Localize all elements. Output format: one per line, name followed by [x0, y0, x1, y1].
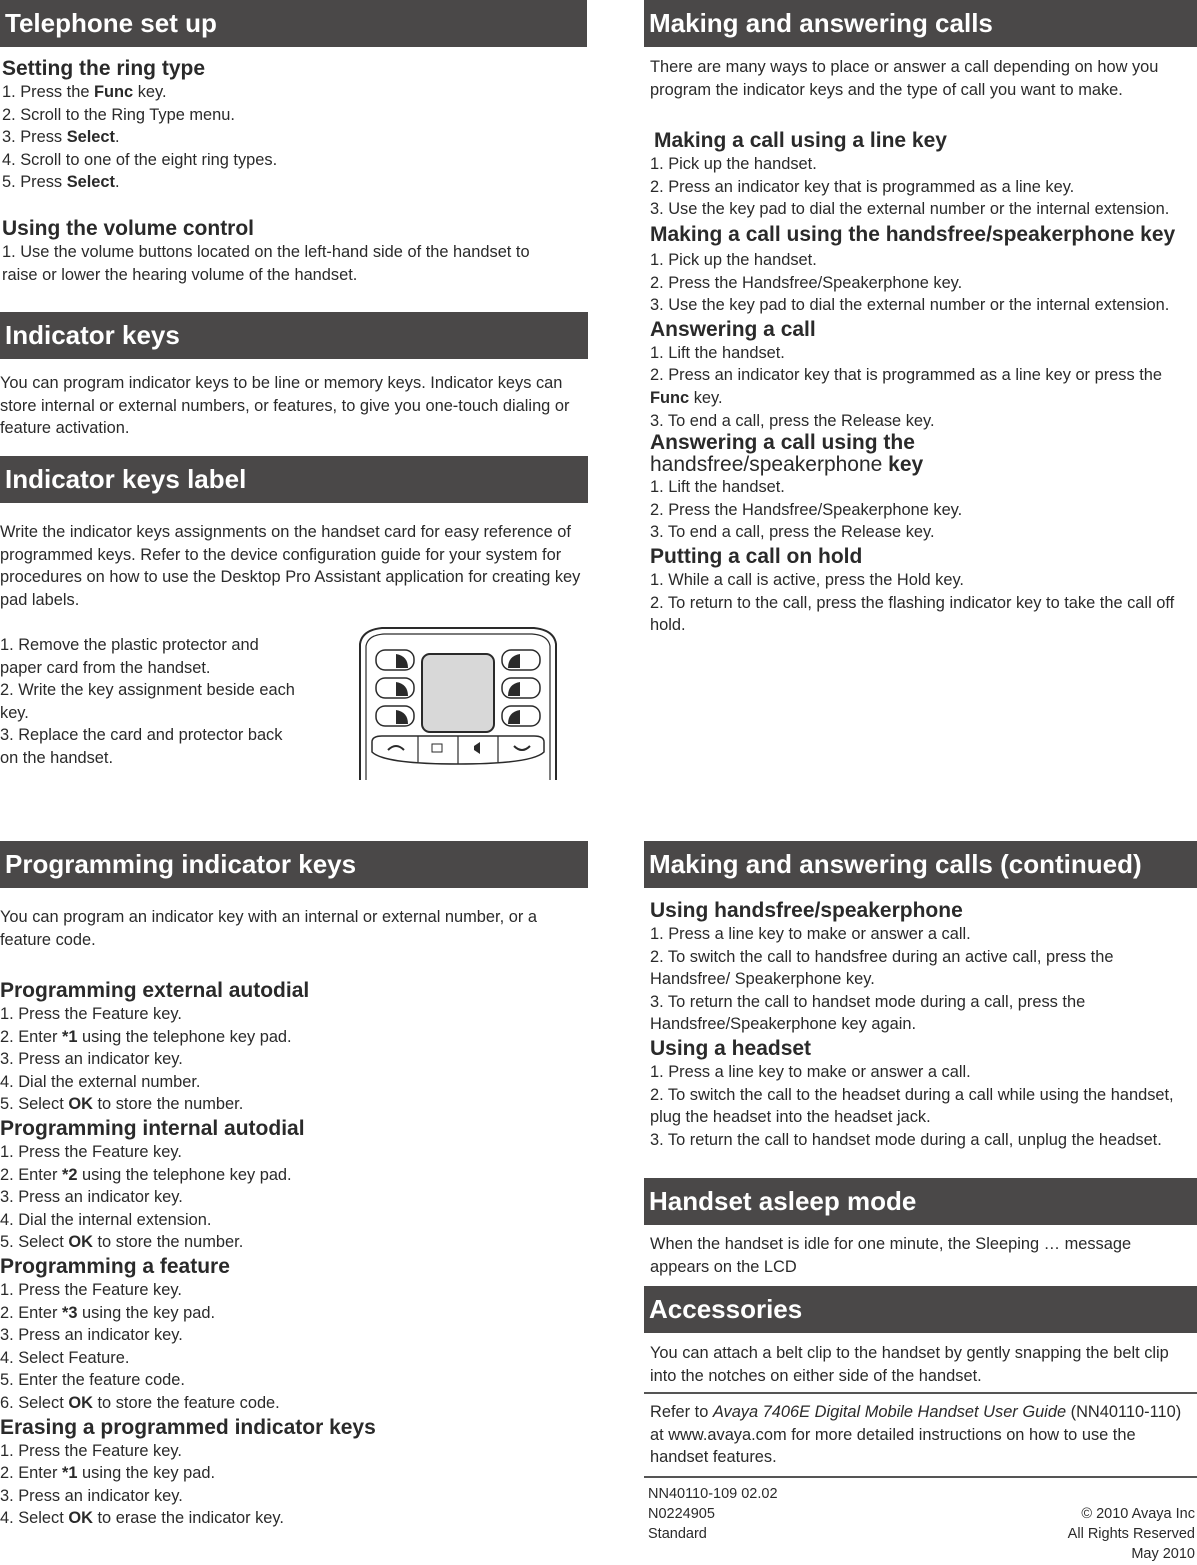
step-key: OK: [68, 1095, 93, 1114]
step: 3. Use the key pad to dial the external number or the internal extension.: [650, 296, 1170, 315]
calls-intro: There are many ways to place or answer a call depending on how you program the indicator keys and the type of call you want to make.: [650, 58, 1159, 99]
headset-heading: Using a headset: [650, 1036, 812, 1060]
step-text: 2. Enter: [0, 1464, 62, 1483]
step: 2. To return to the call, press the flashing indicator key to take the call off hold.: [650, 593, 1175, 635]
step: [0, 1048, 585, 1071]
step: 1. While a call is active, press the Hold key.: [650, 570, 964, 589]
step: 2. To switch the call to the headset during a call while using the handset, plug the headset into the headset jack.: [650, 1085, 1174, 1127]
step-text: 1. Press the Feature key.: [0, 1005, 182, 1023]
step: 3. To return the call to handset mode during a call, unplug the headset.: [650, 1130, 1162, 1149]
answering-hf-normal: handsfree/speakerphone: [650, 453, 883, 477]
ref-pre: Refer to: [650, 1403, 713, 1421]
footer-doc-ids: [648, 1484, 778, 1544]
header-indicator-keys: Indicator keys: [0, 312, 588, 359]
step-text-end: key.: [689, 388, 723, 407]
doc-number: NN40110-109 02.02: [648, 1486, 778, 1502]
line-key-heading: Making a call using a line key: [654, 129, 947, 153]
step-key: *3: [61, 1303, 78, 1322]
step: [0, 1186, 585, 1209]
step-text: 1. Lift the handset.: [650, 343, 785, 362]
ring-type-heading: Setting the ring type: [2, 57, 206, 80]
step: [0, 1231, 585, 1254]
date: May 2010: [1131, 1546, 1195, 1562]
step-text: 3. Press: [2, 128, 67, 147]
volume-heading: Using the volume control: [2, 216, 255, 240]
step: 2. To switch the call to handsfree during an active call, press the Handsfree/ Speakerphone key.: [650, 947, 1114, 989]
step: 1. Pick up the handset.: [650, 250, 817, 269]
step: 3. To return the call to handset mode during a call, press the Handsfree/Speakerphone key again.: [650, 992, 1086, 1034]
step: 3. Use the key pad to dial the external number or the internal extension.: [650, 200, 1170, 219]
step: [0, 1209, 585, 1232]
step-text: 5. Select: [0, 1233, 69, 1252]
step-text: 1. Press the Feature key.: [0, 1280, 182, 1299]
step-text-end: using the telephone key pad.: [77, 1165, 292, 1184]
step-text: 4. Dial the external number.: [0, 1072, 201, 1091]
step: 2. Press an indicator key that is programmed as a line key.: [650, 177, 1075, 196]
step: 1. Pick up the handset.: [650, 155, 817, 174]
indicator-keys-text: You can program indicator keys to be line or memory keys. Indicator keys can store internal or external numbers, or features, to give you one-touch dialing or feature activation.: [0, 374, 570, 438]
step: 1. Press a line key to make or answer a call.: [650, 1062, 971, 1081]
handsfree-heading: Making a call using the handsfree/speakerphone key: [650, 222, 1176, 246]
step: [0, 1141, 585, 1164]
step: [650, 410, 1197, 433]
label-step: 1. Remove the plastic protector and paper card from the handset.: [0, 636, 259, 677]
header-asleep-mode: Handset asleep mode: [644, 1178, 1197, 1225]
step: [650, 342, 1197, 365]
header-accessories: Accessories: [644, 1286, 1197, 1333]
step-text: 2. Enter: [0, 1165, 62, 1184]
step-key: Func: [650, 388, 690, 407]
step-key: *1: [61, 1027, 78, 1046]
section-steps: [0, 1279, 585, 1415]
programming-body: [0, 978, 585, 1530]
step-text-end: .: [114, 173, 120, 192]
step-text: 5. Press: [2, 173, 67, 192]
divider: [644, 1392, 1197, 1394]
header-calls-continued: Making and answering calls (continued): [644, 841, 1197, 888]
step: [2, 126, 582, 149]
step-key: Func: [94, 83, 134, 101]
step-text: 3. Press an indicator key.: [0, 1050, 183, 1069]
step-key: OK: [68, 1393, 93, 1412]
section-heading: Programming external autodial: [0, 979, 310, 1002]
section-steps: [0, 1440, 585, 1530]
copyright: © 2010 Avaya Inc: [1081, 1506, 1195, 1522]
step-text: 4. Select: [0, 1509, 69, 1528]
step: 2. Press the Handsfree/Speakerphone key.: [650, 500, 963, 519]
step: [2, 149, 582, 172]
ref-post: (NN40110-110) at www.avaya.com for more detailed instructions on how to use the handset features.: [650, 1403, 1182, 1467]
header-telephone-setup: Telephone set up: [0, 0, 587, 47]
step: [0, 1071, 585, 1094]
header-programming: Programming indicator keys: [0, 841, 588, 888]
step-text-end: to store the number.: [92, 1233, 244, 1252]
step: [2, 104, 582, 127]
step: [2, 171, 582, 194]
step-text: 4. Scroll to one of the eight ring types.: [2, 150, 278, 169]
label-step: 2. Write the key assignment beside each key.: [0, 681, 295, 722]
step-text: 6. Select: [0, 1393, 69, 1412]
section-heading: Erasing a programmed indicator keys: [0, 1415, 376, 1439]
handset-illustration: [352, 624, 564, 780]
step-text: 1. Press the Feature key.: [0, 1441, 182, 1460]
reference-text: [650, 1401, 1197, 1469]
step: [0, 1164, 585, 1187]
step: 1. Press a line key to make or answer a call.: [650, 925, 971, 943]
answering-hf-bold: key: [882, 453, 924, 477]
label-step: 3. Replace the card and protector back on the handset.: [0, 726, 283, 767]
answering-steps: [650, 342, 1197, 432]
step-text: 2. Scroll to the Ring Type menu.: [2, 105, 235, 124]
rights: All Rights Reserved: [1067, 1526, 1195, 1542]
step: [0, 1462, 585, 1485]
step: [0, 1093, 585, 1116]
step-text: 1. Press the: [2, 83, 95, 101]
call-icon: [388, 746, 404, 750]
calls-body: [650, 56, 1197, 637]
step-text: 5. Enter the feature code.: [0, 1371, 185, 1390]
step-text: 3. Press an indicator key.: [0, 1486, 183, 1505]
step: 2. Press the Handsfree/Speakerphone key.: [650, 273, 963, 292]
programming-intro: You can program an indicator key with an internal or external number, or a feature code.: [0, 908, 537, 949]
answering-hf-heading-line2: [650, 454, 1197, 476]
step: [0, 1369, 585, 1392]
section-steps: [0, 1003, 585, 1116]
step-text: 2. Press an indicator key that is programmed as a line key or press the: [650, 366, 1162, 385]
step: [0, 1347, 585, 1370]
calls-continued-body: [650, 898, 1197, 1151]
step-key: OK: [68, 1233, 93, 1252]
step: [0, 1279, 585, 1302]
step-text-end: using the key pad.: [77, 1303, 216, 1322]
step-text: 3. To end a call, press the Release key.: [650, 411, 935, 430]
step-text: 2. Enter: [0, 1303, 62, 1322]
asleep-text: When the handset is idle for one minute, the Sleeping … message appears on the LCD: [650, 1235, 1132, 1276]
step-text-end: .: [114, 128, 120, 147]
step: 1. Lift the handset.: [650, 478, 785, 497]
step-text: 4. Select Feature.: [0, 1348, 130, 1367]
step-text-end: to store the feature code.: [92, 1393, 280, 1412]
step: [650, 364, 1197, 409]
step: [0, 1392, 585, 1415]
telephone-setup-body: [2, 56, 582, 286]
handsfree-use-heading: Using handsfree/speakerphone: [650, 899, 963, 922]
hold-heading: Putting a call on hold: [650, 544, 863, 568]
indicator-label-text: Write the indicator keys assignments on the handset card for easy reference of programmed keys. Refer to the device configuration guide for your system for procedures on how to use the Desktop Pro Assistant application for creating key pad labels.: [0, 523, 581, 609]
indicator-label-steps: [0, 634, 305, 770]
header-making-calls: Making and answering calls: [644, 0, 1197, 47]
speaker-icon: [474, 742, 480, 754]
step: 3. To end a call, press the Release key.: [650, 523, 935, 542]
step-text-end: using the telephone key pad.: [77, 1027, 292, 1046]
section-heading: Programming internal autodial: [0, 1116, 305, 1140]
step: [0, 1026, 585, 1049]
section-heading: Programming a feature: [0, 1254, 230, 1278]
step: [0, 1003, 585, 1026]
step: [0, 1507, 585, 1530]
answering-hf-heading-line1: Answering a call using the: [650, 431, 915, 455]
end-call-icon: [514, 746, 530, 750]
volume-text: 1. Use the volume buttons located on the left-hand side of the handset to raise or lower the hearing volume of the handset.: [2, 242, 530, 284]
step: [0, 1440, 585, 1463]
answering-hf-heading: [650, 432, 1197, 476]
answering-heading: Answering a call: [650, 317, 816, 341]
menu-icon: [432, 744, 442, 752]
divider: [644, 1476, 1197, 1478]
step-text: 1. Press the Feature key.: [0, 1142, 182, 1161]
step: [2, 81, 582, 104]
step-text-end: to erase the indicator key.: [92, 1509, 284, 1528]
ref-guide-title: Avaya 7406E Digital Mobile Handset User Guide: [712, 1403, 1067, 1421]
step-text: 2. Enter: [0, 1027, 62, 1046]
step-text: 3. Press an indicator key.: [0, 1326, 183, 1345]
step-text: 3. Press an indicator key.: [0, 1188, 183, 1207]
step-key: *2: [61, 1165, 78, 1184]
doc-status: Standard: [648, 1526, 707, 1542]
step-key: Select: [66, 128, 115, 147]
step-key: OK: [68, 1509, 93, 1528]
footer-copyright: [1068, 1504, 1195, 1564]
step: [0, 1324, 585, 1347]
step-key: *1: [61, 1464, 78, 1483]
step-text: 5. Select: [0, 1095, 69, 1114]
section-steps: [0, 1141, 585, 1254]
step-text-end: key.: [133, 83, 167, 101]
doc-code: N0224905: [648, 1506, 715, 1522]
step-text: 4. Dial the internal extension.: [0, 1210, 212, 1229]
step-key: Select: [66, 173, 115, 192]
ring-steps: [2, 81, 582, 194]
step-text-end: to store the number.: [92, 1095, 244, 1114]
accessories-text: You can attach a belt clip to the handset by gently snapping the belt clip into the notches on either side of the handset.: [650, 1344, 1169, 1385]
step-text-end: using the key pad.: [77, 1464, 216, 1483]
header-indicator-keys-label: Indicator keys label: [0, 456, 588, 503]
step: [0, 1302, 585, 1325]
step: [0, 1485, 585, 1508]
